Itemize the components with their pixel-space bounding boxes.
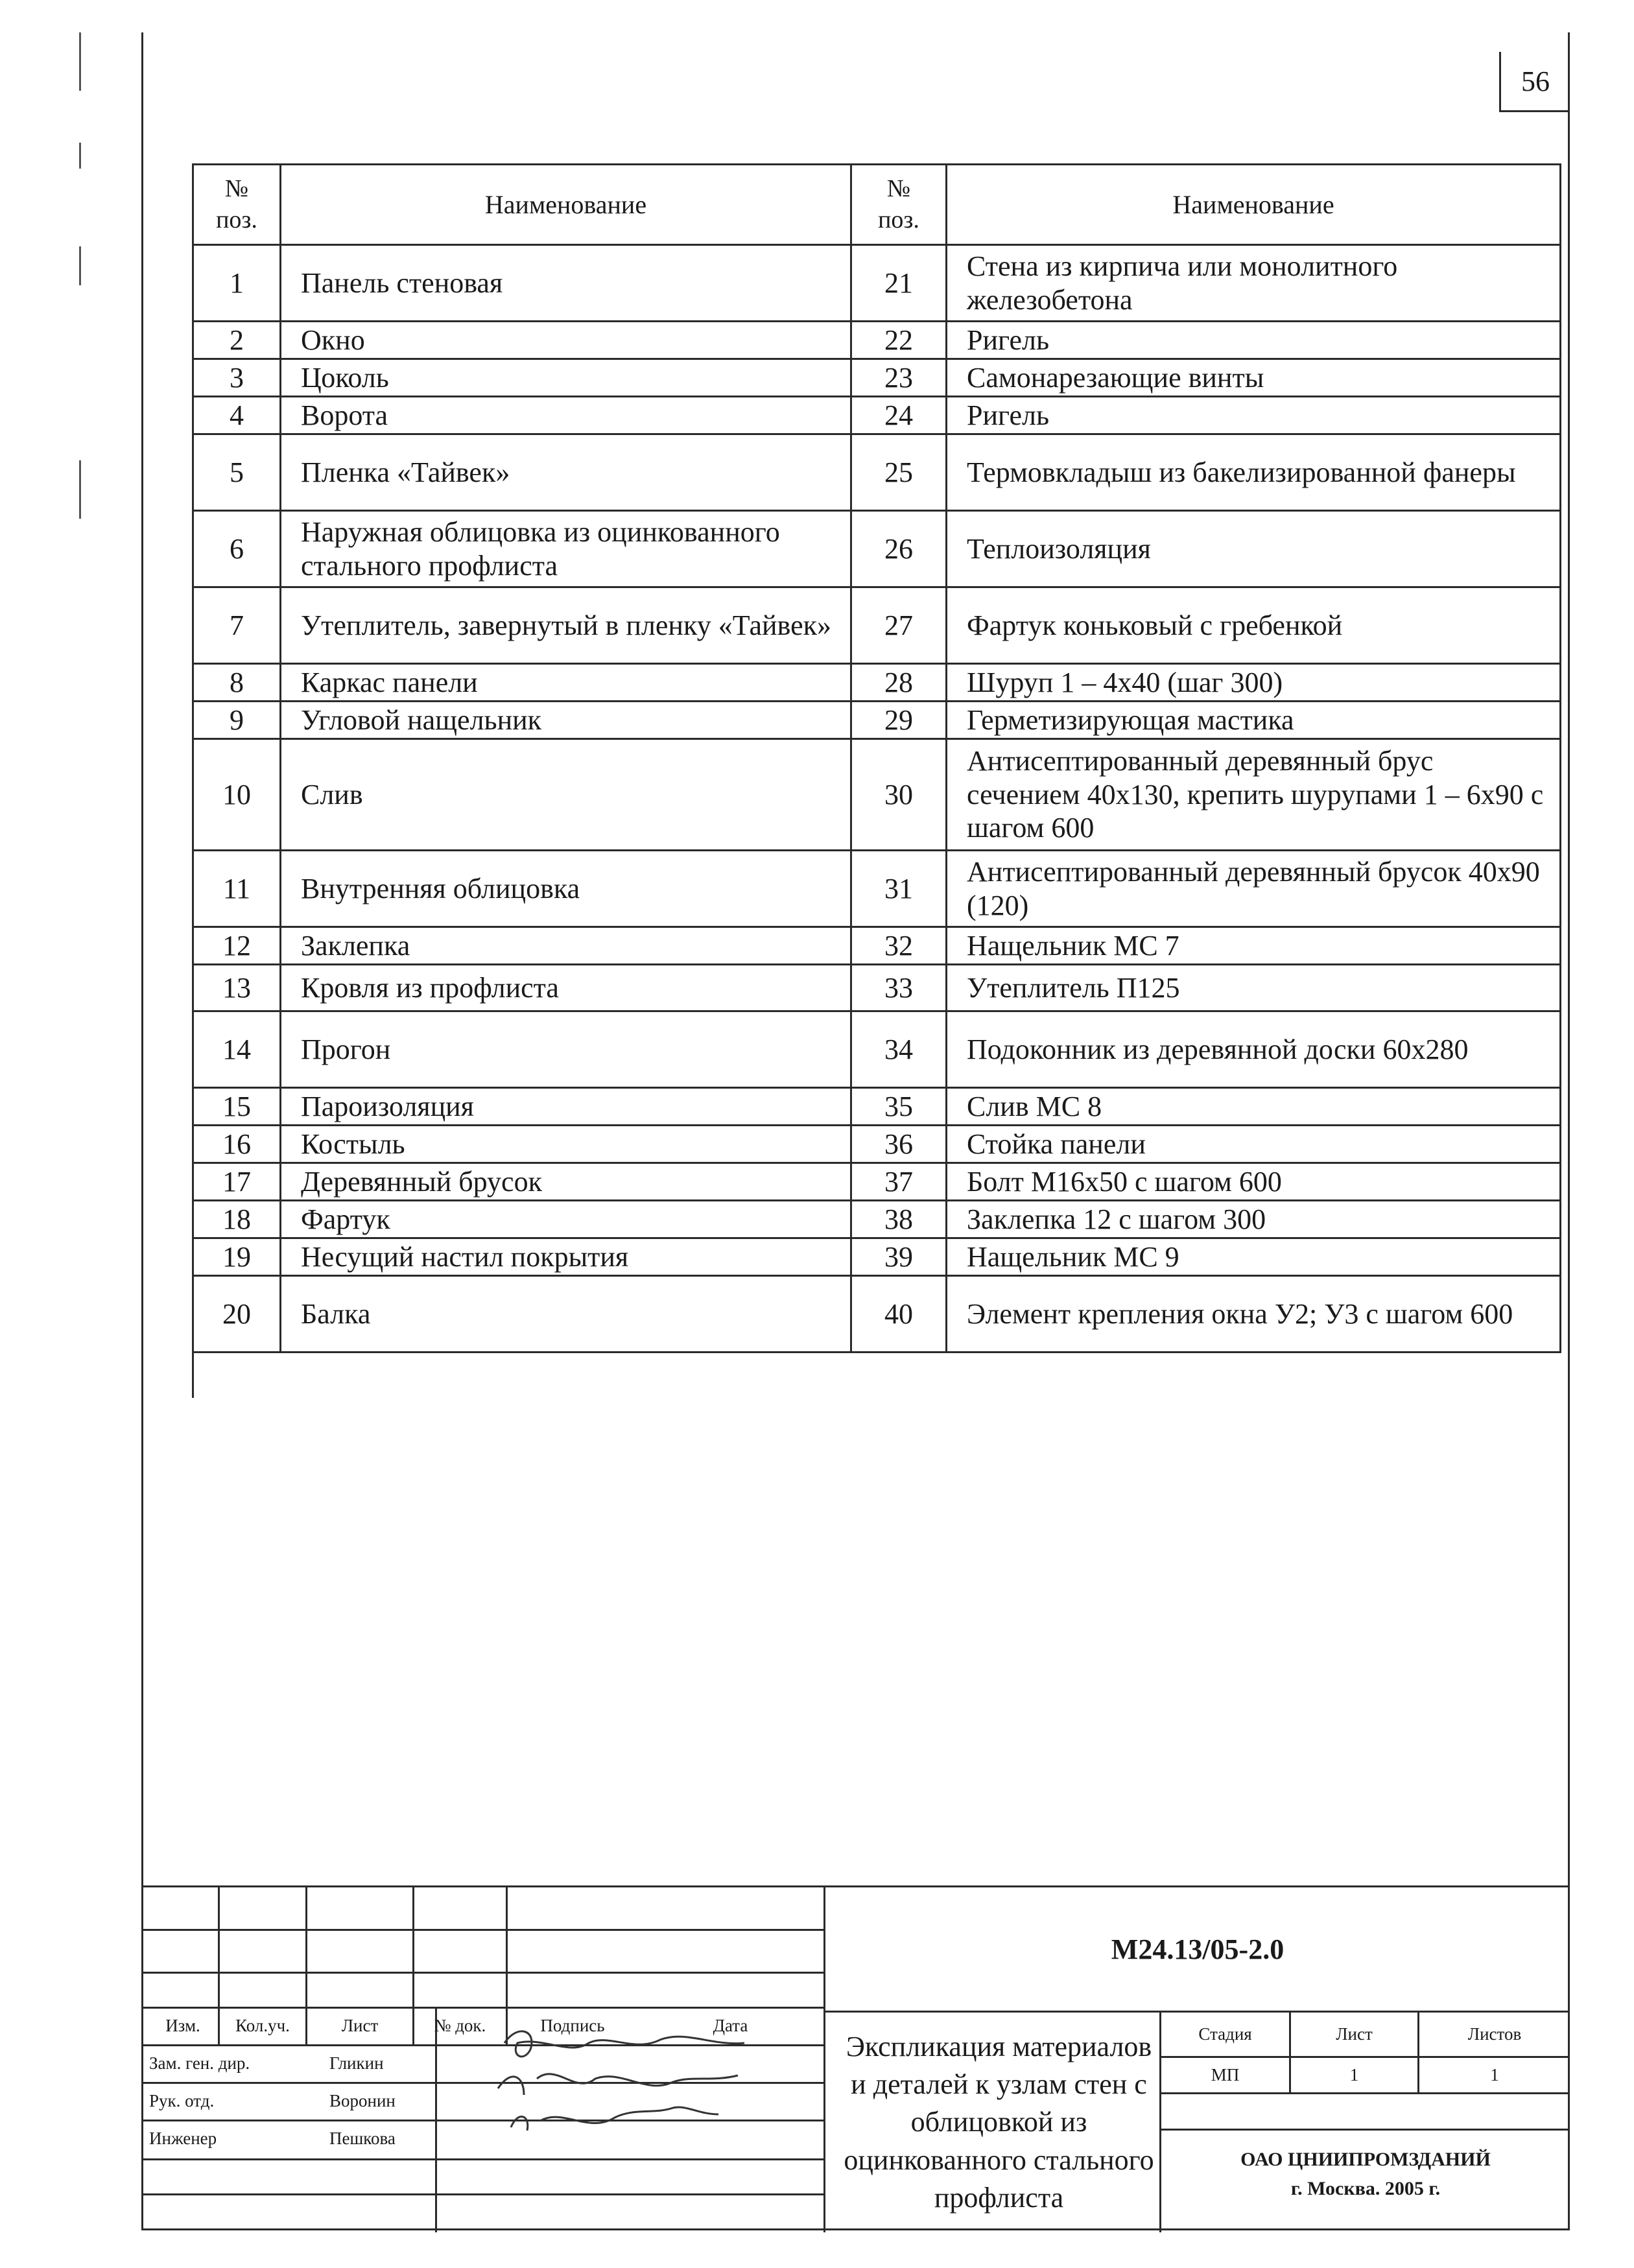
position-number-text: 12 xyxy=(222,929,251,962)
position-number xyxy=(852,702,947,740)
margin-mark xyxy=(79,460,81,519)
margin-mark xyxy=(79,246,81,285)
item-name xyxy=(281,322,852,360)
item-name xyxy=(281,397,852,435)
parts-table xyxy=(192,163,1561,1398)
position-number-text: 7 xyxy=(230,609,244,641)
stamp-col-data: Дата xyxy=(713,2015,748,2035)
item-name-text: Болт М16х50 с шагом 600 xyxy=(967,1165,1282,1198)
item-name xyxy=(947,1126,1561,1164)
position-number xyxy=(852,246,947,322)
position-number xyxy=(194,1239,281,1277)
header-pos xyxy=(852,165,947,246)
header-num-sign: № xyxy=(224,175,249,202)
item-name xyxy=(281,928,852,965)
stamp-person: Гликин xyxy=(329,2053,384,2073)
stamp-stage-label: Стадия xyxy=(1198,2024,1252,2044)
position-number xyxy=(194,1277,281,1353)
item-name xyxy=(281,965,852,1012)
position-number xyxy=(852,1201,947,1239)
item-name xyxy=(947,965,1561,1012)
position-number-text: 5 xyxy=(230,456,244,488)
header-name-label: Наименование xyxy=(484,189,647,219)
item-name xyxy=(281,1277,852,1353)
item-name-text: Внутренняя облицовка xyxy=(301,872,580,904)
position-number-text: 26 xyxy=(884,532,913,565)
position-number-text: 33 xyxy=(884,971,913,1004)
position-number-text: 22 xyxy=(884,324,913,356)
item-name xyxy=(947,360,1561,397)
stamp-grid-row-line xyxy=(141,1972,823,1974)
item-name xyxy=(947,665,1561,702)
position-number xyxy=(194,435,281,512)
stamp-org-name: ОАО ЦНИИПРОМЗДАНИЙ xyxy=(1240,2148,1491,2170)
stamp-sheets-label: Листов xyxy=(1467,2024,1522,2044)
stamp-person: Воронин xyxy=(329,2090,396,2110)
item-name xyxy=(281,1012,852,1089)
stamp-stage-value: МП xyxy=(1211,2065,1240,2085)
stamp-title: Экспликация материалов и деталей к узлам стен с облицовкой из оцинкованного стального профлиста xyxy=(844,2031,1154,2214)
stamp-sheet-value: 1 xyxy=(1349,2065,1359,2085)
item-name-text: Фартук xyxy=(301,1203,390,1235)
position-number-text: 34 xyxy=(884,1033,913,1065)
item-name xyxy=(281,435,852,512)
position-number xyxy=(852,360,947,397)
page-number: 56 xyxy=(1499,52,1570,112)
stamp-person: Пешкова xyxy=(329,2128,396,2148)
position-number xyxy=(852,928,947,965)
position-number xyxy=(852,322,947,360)
position-number xyxy=(194,360,281,397)
position-number-text: 8 xyxy=(230,666,244,698)
position-number xyxy=(194,965,281,1012)
item-name xyxy=(947,928,1561,965)
item-name-text: Каркас панели xyxy=(301,666,478,698)
item-name-text: Деревянный брусок xyxy=(301,1165,542,1198)
item-name-text: Утеплитель, завернутый в пленку «Тайвек» xyxy=(301,609,831,641)
position-number xyxy=(852,512,947,588)
item-name xyxy=(281,665,852,702)
item-name xyxy=(281,246,852,322)
position-number-text: 1 xyxy=(230,266,244,299)
item-name xyxy=(947,1089,1561,1126)
position-number xyxy=(852,588,947,665)
position-number-text: 28 xyxy=(884,666,913,698)
position-number xyxy=(194,1089,281,1126)
item-name-text: Пароизоляция xyxy=(301,1090,474,1122)
position-number-text: 9 xyxy=(230,703,244,736)
item-name xyxy=(947,851,1561,928)
item-name xyxy=(281,360,852,397)
position-number-text: 18 xyxy=(222,1203,251,1235)
position-number xyxy=(194,740,281,851)
position-number xyxy=(852,1277,947,1353)
item-name-text: Слив xyxy=(301,778,363,810)
position-number xyxy=(852,965,947,1012)
position-number xyxy=(852,1012,947,1089)
item-name xyxy=(947,435,1561,512)
stamp-sheets-value: 1 xyxy=(1490,2065,1499,2085)
item-name-text: Утеплитель П125 xyxy=(967,971,1180,1004)
item-name xyxy=(281,702,852,740)
position-number xyxy=(852,1164,947,1201)
stamp-col-izm: Изм. xyxy=(165,2015,200,2035)
position-number-text: 31 xyxy=(884,872,913,904)
item-name-text: Теплоизоляция xyxy=(967,532,1151,565)
stamp-role: Рук. отд. xyxy=(149,2090,215,2110)
position-number xyxy=(194,665,281,702)
item-name-text: Нащельник МС 9 xyxy=(967,1240,1179,1273)
position-number-text: 35 xyxy=(884,1090,913,1122)
item-name xyxy=(947,1164,1561,1201)
position-number-text: 10 xyxy=(222,778,251,810)
position-number xyxy=(194,1126,281,1164)
position-number xyxy=(194,1201,281,1239)
stamp-role: Зам. ген. дир. xyxy=(149,2053,250,2073)
item-name xyxy=(947,702,1561,740)
item-name xyxy=(281,1164,852,1201)
position-number-text: 38 xyxy=(884,1203,913,1235)
stamp-col-kol-uch: Кол.уч. xyxy=(235,2015,290,2035)
position-number-text: 3 xyxy=(230,361,244,394)
header-pos-label: поз. xyxy=(216,206,257,233)
item-name xyxy=(281,851,852,928)
item-name xyxy=(281,1201,852,1239)
item-name-text: Подоконник из деревянной доски 60х280 xyxy=(967,1033,1469,1065)
item-name-text: Нащельник МС 7 xyxy=(967,929,1179,962)
item-name-text: Фартук коньковый с гребенкой xyxy=(967,609,1343,641)
item-name-text: Шуруп 1 – 4х40 (шаг 300) xyxy=(967,666,1283,698)
item-name xyxy=(281,588,852,665)
position-number xyxy=(194,397,281,435)
item-name-text: Ворота xyxy=(301,399,388,431)
item-name-text: Стена из кирпича или монолитного железобетона xyxy=(967,250,1398,316)
position-number-text: 25 xyxy=(884,456,913,488)
item-name-text: Заклепка 12 с шагом 300 xyxy=(967,1203,1266,1235)
stamp-grid-row-line xyxy=(141,2193,823,2195)
item-name-text: Элемент крепления окна У2; У3 с шагом 600 xyxy=(967,1297,1513,1330)
stamp-col-n-dok: № док. xyxy=(434,2015,486,2035)
position-number xyxy=(194,702,281,740)
header-name xyxy=(281,165,852,246)
item-name xyxy=(281,512,852,588)
position-number-text: 29 xyxy=(884,703,913,736)
position-number xyxy=(194,246,281,322)
position-number-text: 15 xyxy=(222,1090,251,1122)
stamp-doc-code: М24.13/05-2.0 xyxy=(1111,1933,1285,1965)
position-number-text: 23 xyxy=(884,361,913,394)
item-name-text: Антисептированный деревянный брус сечением 40х130, крепить шурупами 1 – 6х90 с шагом 600 xyxy=(967,744,1544,844)
stamp-grid-row-line xyxy=(1159,2092,1570,2094)
position-number xyxy=(852,1126,947,1164)
item-name-text: Заклепка xyxy=(301,929,410,962)
item-name-text: Герметизирующая мастика xyxy=(967,703,1294,736)
stamp-col-list: Лист xyxy=(341,2015,379,2035)
position-number-text: 11 xyxy=(222,872,251,904)
item-name-text: Угловой нащельник xyxy=(301,703,542,736)
position-number-text: 39 xyxy=(884,1240,913,1273)
item-name-text: Балка xyxy=(301,1297,371,1330)
position-number-text: 36 xyxy=(884,1128,913,1160)
position-number xyxy=(194,851,281,928)
position-number-text: 14 xyxy=(222,1033,251,1065)
position-number-text: 40 xyxy=(884,1297,913,1330)
position-number-text: 13 xyxy=(222,971,251,1004)
stamp-divider xyxy=(1159,2129,1570,2131)
position-number xyxy=(852,665,947,702)
item-name xyxy=(281,740,852,851)
item-name-text: Прогон xyxy=(301,1033,391,1065)
item-name xyxy=(947,588,1561,665)
position-number xyxy=(194,928,281,965)
item-name xyxy=(947,1012,1561,1089)
stamp-col-podpis: Подпись xyxy=(540,2015,605,2035)
position-number-text: 4 xyxy=(230,399,244,431)
item-name xyxy=(947,740,1561,851)
position-number xyxy=(194,322,281,360)
item-name xyxy=(281,1126,852,1164)
item-name xyxy=(947,246,1561,322)
item-name xyxy=(947,397,1561,435)
position-number-text: 24 xyxy=(884,399,913,431)
item-name-text: Панель стеновая xyxy=(301,266,503,299)
item-name xyxy=(281,1089,852,1126)
stamp-sheet-label: Лист xyxy=(1336,2024,1373,2044)
header-name-label: Наименование xyxy=(1172,189,1334,219)
stamp-org-city: г. Москва. 2005 г. xyxy=(1290,2177,1441,2199)
position-number xyxy=(852,1089,947,1126)
item-name xyxy=(947,512,1561,588)
header-name xyxy=(947,165,1561,246)
position-number-text: 16 xyxy=(222,1128,251,1160)
item-name xyxy=(947,1201,1561,1239)
item-name-text: Цоколь xyxy=(301,361,389,394)
item-name-text: Ригель xyxy=(967,324,1050,356)
item-name xyxy=(947,322,1561,360)
position-number-text: 30 xyxy=(884,778,913,810)
item-name-text: Стойка панели xyxy=(967,1128,1146,1160)
item-name-text: Самонарезающие винты xyxy=(967,361,1264,394)
item-name-text: Термовкладыш из бакелизированной фанеры xyxy=(967,456,1516,488)
position-number-text: 20 xyxy=(222,1297,251,1330)
item-name xyxy=(947,1277,1561,1353)
item-name-text: Несущий настил покрытия xyxy=(301,1240,629,1273)
item-name-text: Пленка «Тайвек» xyxy=(301,456,510,488)
position-number-text: 32 xyxy=(884,929,913,962)
position-number xyxy=(194,1164,281,1201)
position-number xyxy=(852,740,947,851)
position-number-text: 2 xyxy=(230,324,244,356)
position-number xyxy=(852,435,947,512)
stamp-grid-row-line xyxy=(141,1929,823,1931)
title-block xyxy=(141,1885,1570,2230)
position-number xyxy=(852,851,947,928)
position-number-text: 19 xyxy=(222,1240,251,1273)
item-name-text: Наружная облицовка из оцинкованного стального профлиста xyxy=(301,515,780,582)
header-num-sign: № xyxy=(886,175,911,202)
position-number xyxy=(852,397,947,435)
margin-mark xyxy=(79,32,81,91)
header-pos-label: поз. xyxy=(878,206,919,233)
header-pos xyxy=(194,165,281,246)
position-number-text: 6 xyxy=(230,532,244,565)
item-name-text: Ригель xyxy=(967,399,1050,431)
item-name-text: Окно xyxy=(301,324,365,356)
item-name-text: Кровля из профлиста xyxy=(301,971,559,1004)
margin-mark xyxy=(79,143,81,169)
signatures-image xyxy=(479,2017,751,2147)
item-name xyxy=(947,1239,1561,1277)
item-name xyxy=(281,1239,852,1277)
position-number xyxy=(194,512,281,588)
position-number-text: 21 xyxy=(884,266,913,299)
item-name-text: Слив МС 8 xyxy=(967,1090,1102,1122)
stamp-grid-row-line xyxy=(141,2158,823,2160)
position-number xyxy=(194,1012,281,1089)
item-name-text: Костыль xyxy=(301,1128,405,1160)
position-number xyxy=(194,588,281,665)
stamp-role: Инженер xyxy=(149,2128,217,2148)
position-number-text: 37 xyxy=(884,1165,913,1198)
position-number xyxy=(852,1239,947,1277)
position-number-text: 27 xyxy=(884,609,913,641)
position-number-text: 17 xyxy=(222,1165,251,1198)
item-name-text: Антисептированный деревянный брусок 40х90 (120) xyxy=(967,855,1540,921)
